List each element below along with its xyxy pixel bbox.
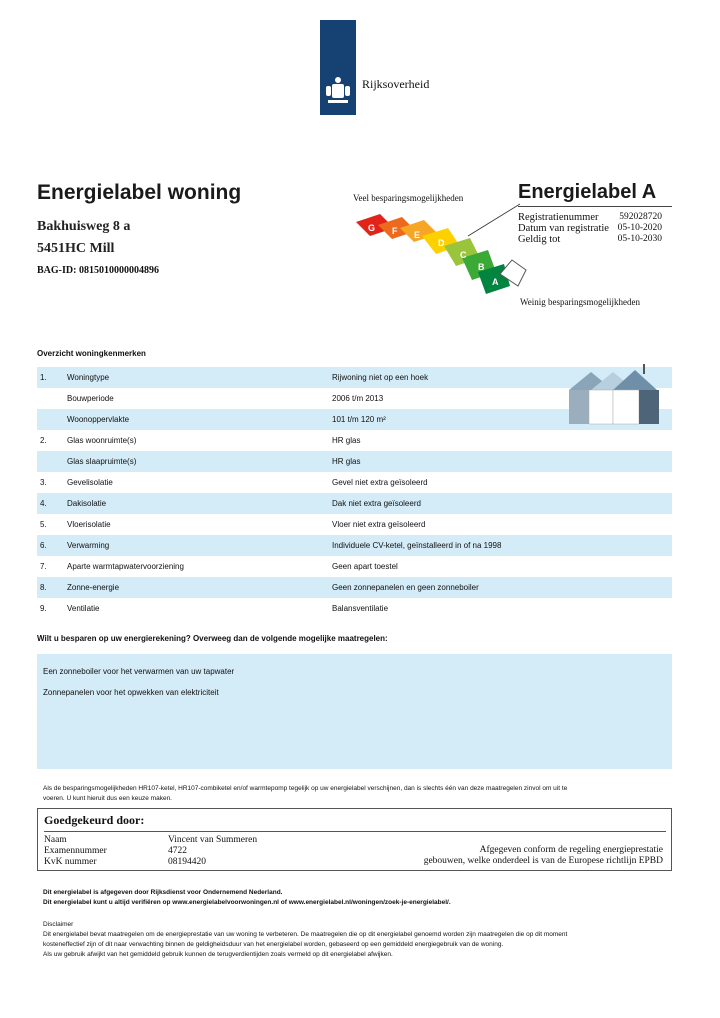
disclaimer-title: Disclaimer (43, 921, 74, 928)
list-item: Een zonneboiler voor het verwarmen van uw tapwater (43, 667, 235, 676)
less-savings-label: Weinig besparingsmogelijkheden (520, 297, 640, 307)
table-row: 5. Vloerisolatie Vloer niet extra geïsoleerd (40, 520, 426, 529)
scale-letter-f: F (392, 226, 398, 236)
measures-note: Als de besparingsmogelijkheden HR107-ketel, HR107-combiketel en/of warmtepomp tegelijk op uw energielabel verschijnen, dan is slechts één van deze maatregelen zinvol om uit te voeren. U kunt hieruit dus een keuze maken. (43, 785, 568, 802)
scale-letter-g: G (368, 223, 376, 233)
registration-info (518, 212, 662, 245)
valid-until-row: Geldig tot 05-10-2030 (518, 234, 662, 245)
address-postal: 5451HC Mill (37, 241, 115, 256)
more-savings-label: Veel besparingsmogelijkheden (353, 193, 464, 203)
registration-number-row: Registratienummer 592028720 (518, 212, 662, 223)
overview-heading: Overzicht woningkenmerken (37, 349, 146, 358)
table-row: 1. Woningtype Rijwoning niet op een hoek (37, 367, 672, 388)
energy-scale-graphic (350, 200, 530, 310)
table-row: Glas slaapruimte(s) HR glas (37, 451, 672, 472)
row-house-icon (567, 362, 661, 428)
approved-by-box (37, 808, 672, 871)
measures-heading: Wilt u besparen op uw energierekening? Overweeg dan de volgende mogelijke maatregelen: (37, 634, 388, 643)
label-divider (518, 206, 672, 207)
advisor-name-row: Naam Vincent van Summeren (44, 835, 258, 845)
energy-scale-bands (356, 214, 510, 294)
scale-letter-a: A (492, 277, 499, 287)
registration-date-row: Datum van registratie 05-10-2020 (518, 223, 662, 234)
disclaimer-text: Dit energielabel bevat maatregelen om de energieprestatie van uw woning te verbeteren. De maatregelen die op dit energielabel genoemd worden zijn maatregelen die op dit moment kosteneffectief zijn of dit naar verwachting binnen de geldigheidsduur van het energielabel worden, gebaseerd op een gemiddeld energiegebruik van de woning. Als uw gebruik afwijkt van het gemiddeld gebruik kunnen de terugverdientijden zoals vermeld op dit energielabel afwijken. (43, 931, 568, 958)
table-row: Bouwperiode 2006 t/m 2013 (67, 394, 384, 403)
page-title: Energielabel woning (37, 181, 242, 204)
measures-box (37, 654, 672, 769)
approved-divider (44, 831, 666, 832)
regulation-statement: Afgegeven conform de regeling energieprestatie gebouwen, welke onderdeel is van de Europese richtlijn EPBD (423, 845, 663, 866)
list-item: Zonnepanelen voor het opwekken van elektriciteit (43, 688, 219, 697)
scale-letter-e: E (414, 230, 421, 240)
pointer-line (468, 204, 520, 236)
table-row: 9. Ventilatie Balansventilatie (40, 604, 389, 613)
table-row: 7. Aparte warmtapwatervoorziening Geen apart toestel (40, 562, 398, 571)
issued-by-text: Dit energielabel is afgegeven door Rijksdienst voor Ondernemend Nederland. (43, 889, 283, 896)
kvk-number-row: KvK nummer 08194420 (44, 857, 206, 867)
scale-letter-d: D (438, 238, 445, 248)
org-name: Rijksoverheid (362, 77, 430, 91)
exam-number-row: Examennummer 4722 (44, 846, 187, 856)
coat-of-arms-icon (320, 20, 356, 115)
table-row: Woonoppervlakte 101 t/m 120 m² (37, 409, 672, 430)
table-row: 4. Dakisolatie Dak niet extra geïsoleerd (37, 493, 672, 514)
table-row: 8. Zonne-energie Geen zonnepanelen en geen zonneboiler (37, 577, 672, 598)
table-row: 6. Verwarming Individuele CV-ketel, geïnstalleerd in of na 1998 (37, 535, 672, 556)
scale-letter-b: B (478, 262, 485, 272)
table-row: 3. Gevelisolatie Gevel niet extra geïsoleerd (40, 478, 428, 487)
scale-letter-c: C (460, 250, 467, 260)
address-street: Bakhuisweg 8 a (37, 219, 131, 234)
label-class-title: Energielabel A (518, 181, 657, 203)
approved-heading: Goedgekeurd door: (44, 813, 145, 827)
table-row: 2. Glas woonruimte(s) HR glas (40, 436, 361, 445)
rijksoverheid-logo (320, 20, 356, 115)
bag-id: BAG-ID: 0815010000004896 (37, 265, 159, 276)
advisor-details (44, 835, 257, 868)
verify-text: Dit energielabel kunt u altijd verifiëren op www.energielabelvoorwoningen.nl of www.energielabel.nl/woningen/zoek-je-energielabel/. (43, 899, 451, 906)
